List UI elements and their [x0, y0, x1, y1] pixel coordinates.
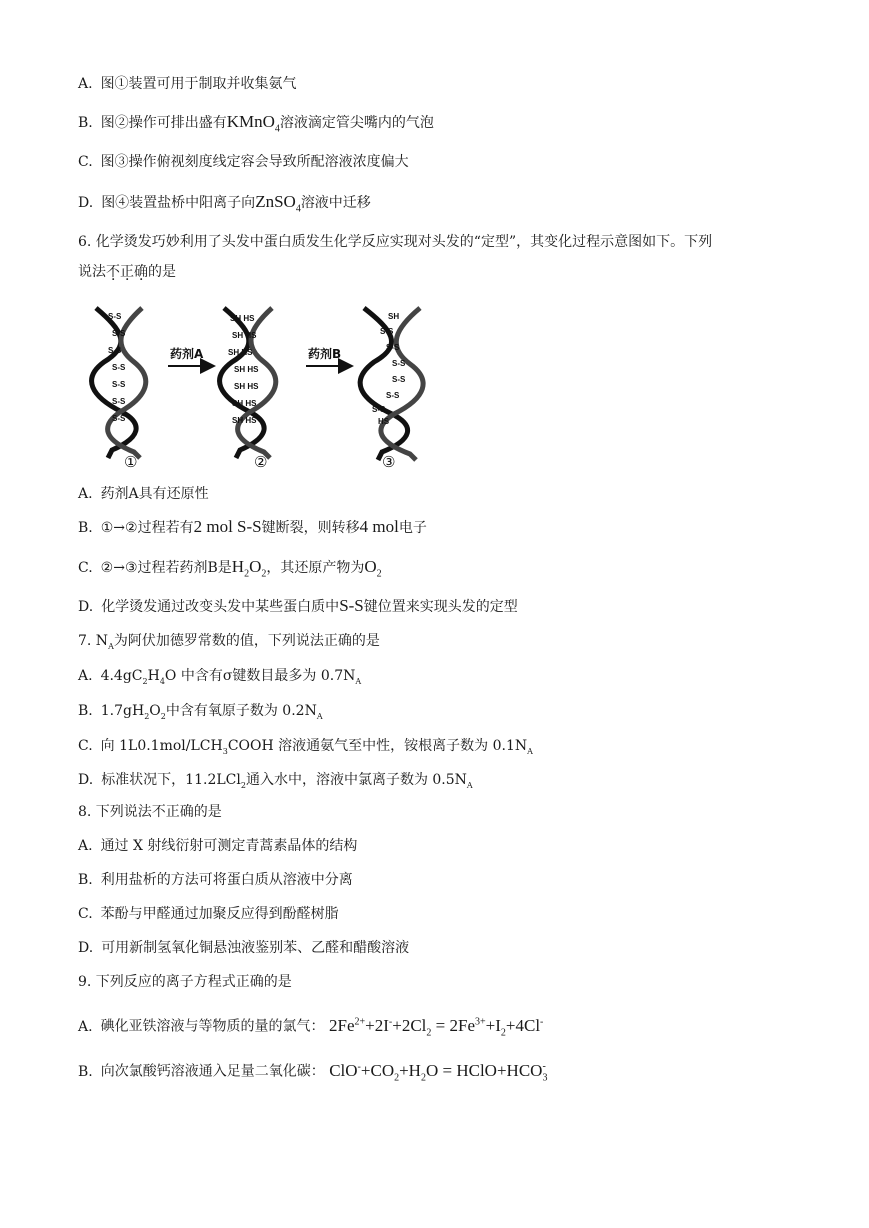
bond-label: S-S	[380, 327, 394, 336]
q6-option-c: C. ②→③过程若药剂B是$H_2O_2$，其还原产物为$O_2$	[78, 557, 382, 580]
q8-option-b: B. 利用盐析的方法可将蛋白质从溶液中分离	[78, 872, 353, 888]
bond-label: S-S	[112, 397, 126, 406]
formula: ZnSO$_4$	[255, 192, 301, 215]
q8-stem: 8. 下列说法不正确的是	[78, 804, 222, 820]
bond-label: HS	[378, 417, 390, 426]
ionic-equation: $ClO^-+CO_2+H_2O$ = $HClO+HCO_3^-$	[329, 1060, 548, 1084]
q7-option-a: A. $4.4gC_2H_4O$ 中含有σ键数目最多为 $0.7N_A$	[78, 668, 362, 686]
option-text-pre: 图④装置盐桥中阳离子向	[101, 195, 256, 211]
option-text-post: 溶液滴定管尖嘴内的气泡	[279, 115, 434, 131]
q9-option-a: A. 碘化亚铁溶液与等物质的量的氯气： $2Fe^{2+}+2I^-+2Cl_2 = 2Fe^{3+}+I_2+4Cl^-$	[78, 1015, 544, 1039]
option-label: D.	[78, 195, 94, 211]
bond-label: SH HS	[232, 331, 257, 340]
q6-option-a: A. 药剂A具有还原性	[78, 486, 209, 502]
q6-stem-line2: 说法不正确的是	[78, 264, 176, 280]
figure-label-1: ①	[124, 453, 138, 471]
option-text: 图①装置可用于制取并收集氨气	[100, 76, 297, 92]
option-label: A.	[78, 76, 93, 92]
bond-label: S-S	[372, 405, 386, 414]
option-label: B.	[78, 115, 93, 131]
bond-label: S-S	[392, 375, 406, 384]
bond-label: S-S	[392, 359, 406, 368]
q8-option-c: C. 苯酚与甲醛通过加聚反应得到酚醛树脂	[78, 906, 339, 922]
emphasis-char: 不	[106, 264, 120, 280]
bond-label: SH HS	[234, 365, 259, 374]
bond-label: SH HS	[228, 348, 253, 357]
bond-label: S-S	[112, 363, 126, 372]
bond-label: S-S	[386, 343, 400, 352]
bond-label: SH HS	[234, 382, 259, 391]
emphasis-char: 正	[120, 264, 134, 280]
option-text: 图③操作俯视刻度线定容会导致所配溶液浓度偏大	[100, 154, 409, 170]
q7-option-d: D. 标准状况下，11.2LCl$_2$通入水中，溶液中氯离子数为 $0.5N_A$	[78, 772, 473, 790]
formula: KMnO$_4$	[226, 112, 280, 135]
q5-option-c	[78, 152, 409, 172]
bond-label: SH	[388, 312, 400, 321]
option-text-post: 溶液中迁移	[300, 195, 371, 211]
bond-label: S-S	[112, 414, 126, 423]
arrow-label: 药剂A	[170, 347, 204, 361]
q9-option-b: B. 向次氯酸钙溶液通入足量二氧化碳： $ClO^-+CO_2+H_2O$ = $HClO+HCO_3^-$	[78, 1060, 548, 1084]
emphasis-char: 确	[134, 264, 148, 280]
q7-option-b: B. $1.7gH_2O_2$中含有氧原子数为 $0.2N_A$	[78, 703, 323, 721]
bond-label: SH HS	[230, 314, 255, 323]
q6-option-d: D. 化学烫发通过改变头发中某些蛋白质中S-S键位置来实现头发的定型	[78, 596, 518, 615]
bond-label: SH HS	[232, 416, 257, 425]
q6-option-b: B. ①→②过程若有2 mol S-S键断裂，则转移4 mol电子	[78, 517, 427, 536]
q6-stem-line1: 6. 化学烫发巧妙利用了头发中蛋白质发生化学反应实现对头发的“定型”，其变化过程示意图如下。下列	[78, 234, 713, 250]
hair-perm-diagram	[82, 300, 452, 472]
bond-label: S-S	[108, 346, 122, 355]
q9-stem: 9. 下列反应的离子方程式正确的是	[78, 974, 292, 990]
q7-option-c: C. 向 $1L0.1mol/LCH_3COOH$ 溶液通氨气至中性，铵根离子数为 $0.1N_A$	[78, 738, 533, 756]
bond-label: S-S	[112, 329, 126, 338]
q5-option-d	[78, 192, 371, 219]
arrow-reagent-a	[168, 346, 214, 366]
bond-label: S-S	[386, 391, 400, 400]
arrow-label: 药剂B	[308, 347, 342, 361]
bond-label: S-S	[108, 312, 122, 321]
q5-option-b	[78, 112, 434, 139]
bond-label: SH HS	[232, 399, 257, 408]
ionic-equation: $2Fe^{2+}+2I^-+2Cl_2 = 2Fe^{3+}+I_2+4Cl^-$	[329, 1015, 544, 1039]
q8-option-d: D. 可用新制氢氧化铜悬浊液鉴别苯、乙醛和醋酸溶液	[78, 940, 410, 956]
q5-option-a	[78, 74, 297, 94]
option-text-pre: 图②操作可排出盛有	[100, 115, 227, 131]
q8-option-a: A. 通过 X 射线衍射可测定青蒿素晶体的结构	[78, 838, 358, 854]
option-label: C.	[78, 154, 93, 170]
figure-label-2: ②	[254, 453, 268, 471]
figure-label-3: ③	[382, 453, 396, 471]
arrow-reagent-b	[306, 346, 352, 366]
bond-label: S-S	[112, 380, 126, 389]
q7-stem: 7. $N_A$为阿伏加德罗常数的值，下列说法正确的是	[78, 633, 380, 651]
